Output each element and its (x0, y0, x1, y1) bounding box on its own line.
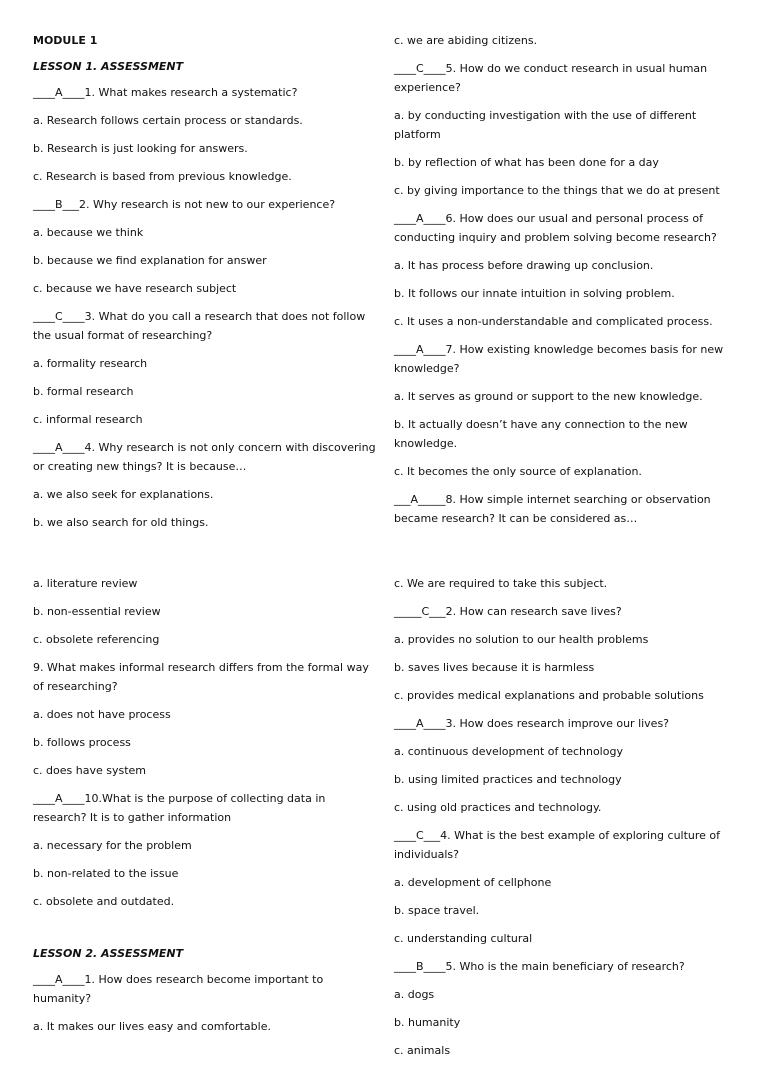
q5-option-a: a. by conducting investigation with the use of different platform (394, 109, 697, 141)
q4-option-c: c. we are abiding citizens. (394, 34, 538, 47)
q10-option-a: a. necessary for the problem (33, 839, 192, 852)
l2-q2-option-b: b. saves lives because it is harmless (394, 661, 595, 674)
question-1: ____A____1. What makes research a systematic? (33, 86, 298, 99)
lesson2-title: LESSON 2. ASSESSMENT (33, 947, 184, 960)
l2-q1-option-a: a. It makes our lives easy and comfortable. (33, 1020, 271, 1033)
l2-q1-option-c: c. We are required to take this subject. (394, 577, 608, 590)
l2-q2-option-c: c. provides medical explanations and probable solutions (394, 689, 704, 702)
q1-option-a: a. Research follows certain process or standards. (33, 114, 303, 127)
l2-q5-option-a: a. dogs (394, 988, 435, 1001)
q5-option-c: c. by giving importance to the things that we do at present (394, 184, 720, 197)
l2-question-1: ____A____1. How does research become important to humanity? (33, 973, 324, 1005)
q5-option-b: b. by reflection of what has been done for a day (394, 156, 659, 169)
q1-option-b: b. Research is just looking for answers. (33, 142, 248, 155)
l2-q5-option-c: c. animals (394, 1044, 451, 1057)
question-6: ____A____6. How does our usual and personal process of conducting inquiry and problem solving become research? (394, 212, 717, 244)
page2-left-column (33, 574, 378, 1045)
q2-option-b: b. because we find explanation for answer (33, 254, 267, 267)
page1-right-column (394, 31, 739, 537)
l2-question-2: _____C___2. How can research save lives? (394, 605, 622, 618)
question-10: ____A____10.What is the purpose of collecting data in research? It is to gather information (33, 792, 326, 824)
l2-question-3: ____A____3. How does research improve our lives? (394, 717, 670, 730)
question-4: ____A____4. Why research is not only concern with discovering or creating new things? It is because… (33, 441, 376, 473)
l2-q4-option-a: a. development of cellphone (394, 876, 552, 889)
q10-option-c: c. obsolete and outdated. (33, 895, 175, 908)
q6-option-a: a. It has process before drawing up conclusion. (394, 259, 654, 272)
lesson1-title: LESSON 1. ASSESSMENT (33, 60, 184, 73)
q4-option-b: b. we also search for old things. (33, 516, 209, 529)
q3-option-c: c. informal research (33, 413, 143, 426)
q8-option-b: b. non-essential review (33, 605, 161, 618)
q2-option-c: c. because we have research subject (33, 282, 237, 295)
q9-option-c: c. does have system (33, 764, 147, 777)
module-title: MODULE 1 (33, 34, 98, 47)
q6-option-b: b. It follows our innate intuition in solving problem. (394, 287, 675, 300)
q9-option-a: a. does not have process (33, 708, 171, 721)
l2-question-5: ____B____5. Who is the main beneficiary of research? (394, 960, 685, 973)
q4-option-a: a. we also seek for explanations. (33, 488, 214, 501)
q2-option-a: a. because we think (33, 226, 144, 239)
q7-option-a: a. It serves as ground or support to the new knowledge. (394, 390, 703, 403)
q7-option-c: c. It becomes the only source of explanation. (394, 465, 642, 478)
question-8: ___A_____8. How simple internet searching or observation became research? It can be considered as… (394, 493, 711, 525)
question-7: ____A____7. How existing knowledge becomes basis for new knowledge? (394, 343, 724, 375)
q8-option-c: c. obsolete referencing (33, 633, 160, 646)
question-5: ____C____5. How do we conduct research in usual human experience? (394, 62, 708, 94)
l2-q4-option-b: b. space travel. (394, 904, 480, 917)
l2-q5-option-b: b. humanity (394, 1016, 461, 1029)
q7-option-b: b. It actually doesn’t have any connection to the new knowledge. (394, 418, 688, 450)
q10-option-b: b. non-related to the issue (33, 867, 179, 880)
l2-q3-option-b: b. using limited practices and technology (394, 773, 622, 786)
question-9: 9. What makes informal research differs from the formal way of researching? (33, 661, 369, 693)
q8-option-a: a. literature review (33, 577, 138, 590)
q6-option-c: c. It uses a non-understandable and complicated process. (394, 315, 713, 328)
q1-option-c: c. Research is based from previous knowledge. (33, 170, 292, 183)
q3-option-a: a. formality research (33, 357, 148, 370)
l2-q2-option-a: a. provides no solution to our health problems (394, 633, 649, 646)
l2-q3-option-a: a. continuous development of technology (394, 745, 623, 758)
l2-q4-option-c: c. understanding cultural (394, 932, 533, 945)
q3-option-b: b. formal research (33, 385, 134, 398)
q9-option-b: b. follows process (33, 736, 131, 749)
question-3: ____C____3. What do you call a research that does not follow the usual format of researching? (33, 310, 366, 342)
page1-left-column (33, 31, 378, 541)
l2-q3-option-c: c. using old practices and technology. (394, 801, 602, 814)
question-2: ____B___2. Why research is not new to our experience? (33, 198, 336, 211)
page2-right-column (394, 574, 739, 1069)
section-spacer (33, 920, 378, 944)
l2-question-4: ____C___4. What is the best example of exploring culture of individuals? (394, 829, 721, 861)
